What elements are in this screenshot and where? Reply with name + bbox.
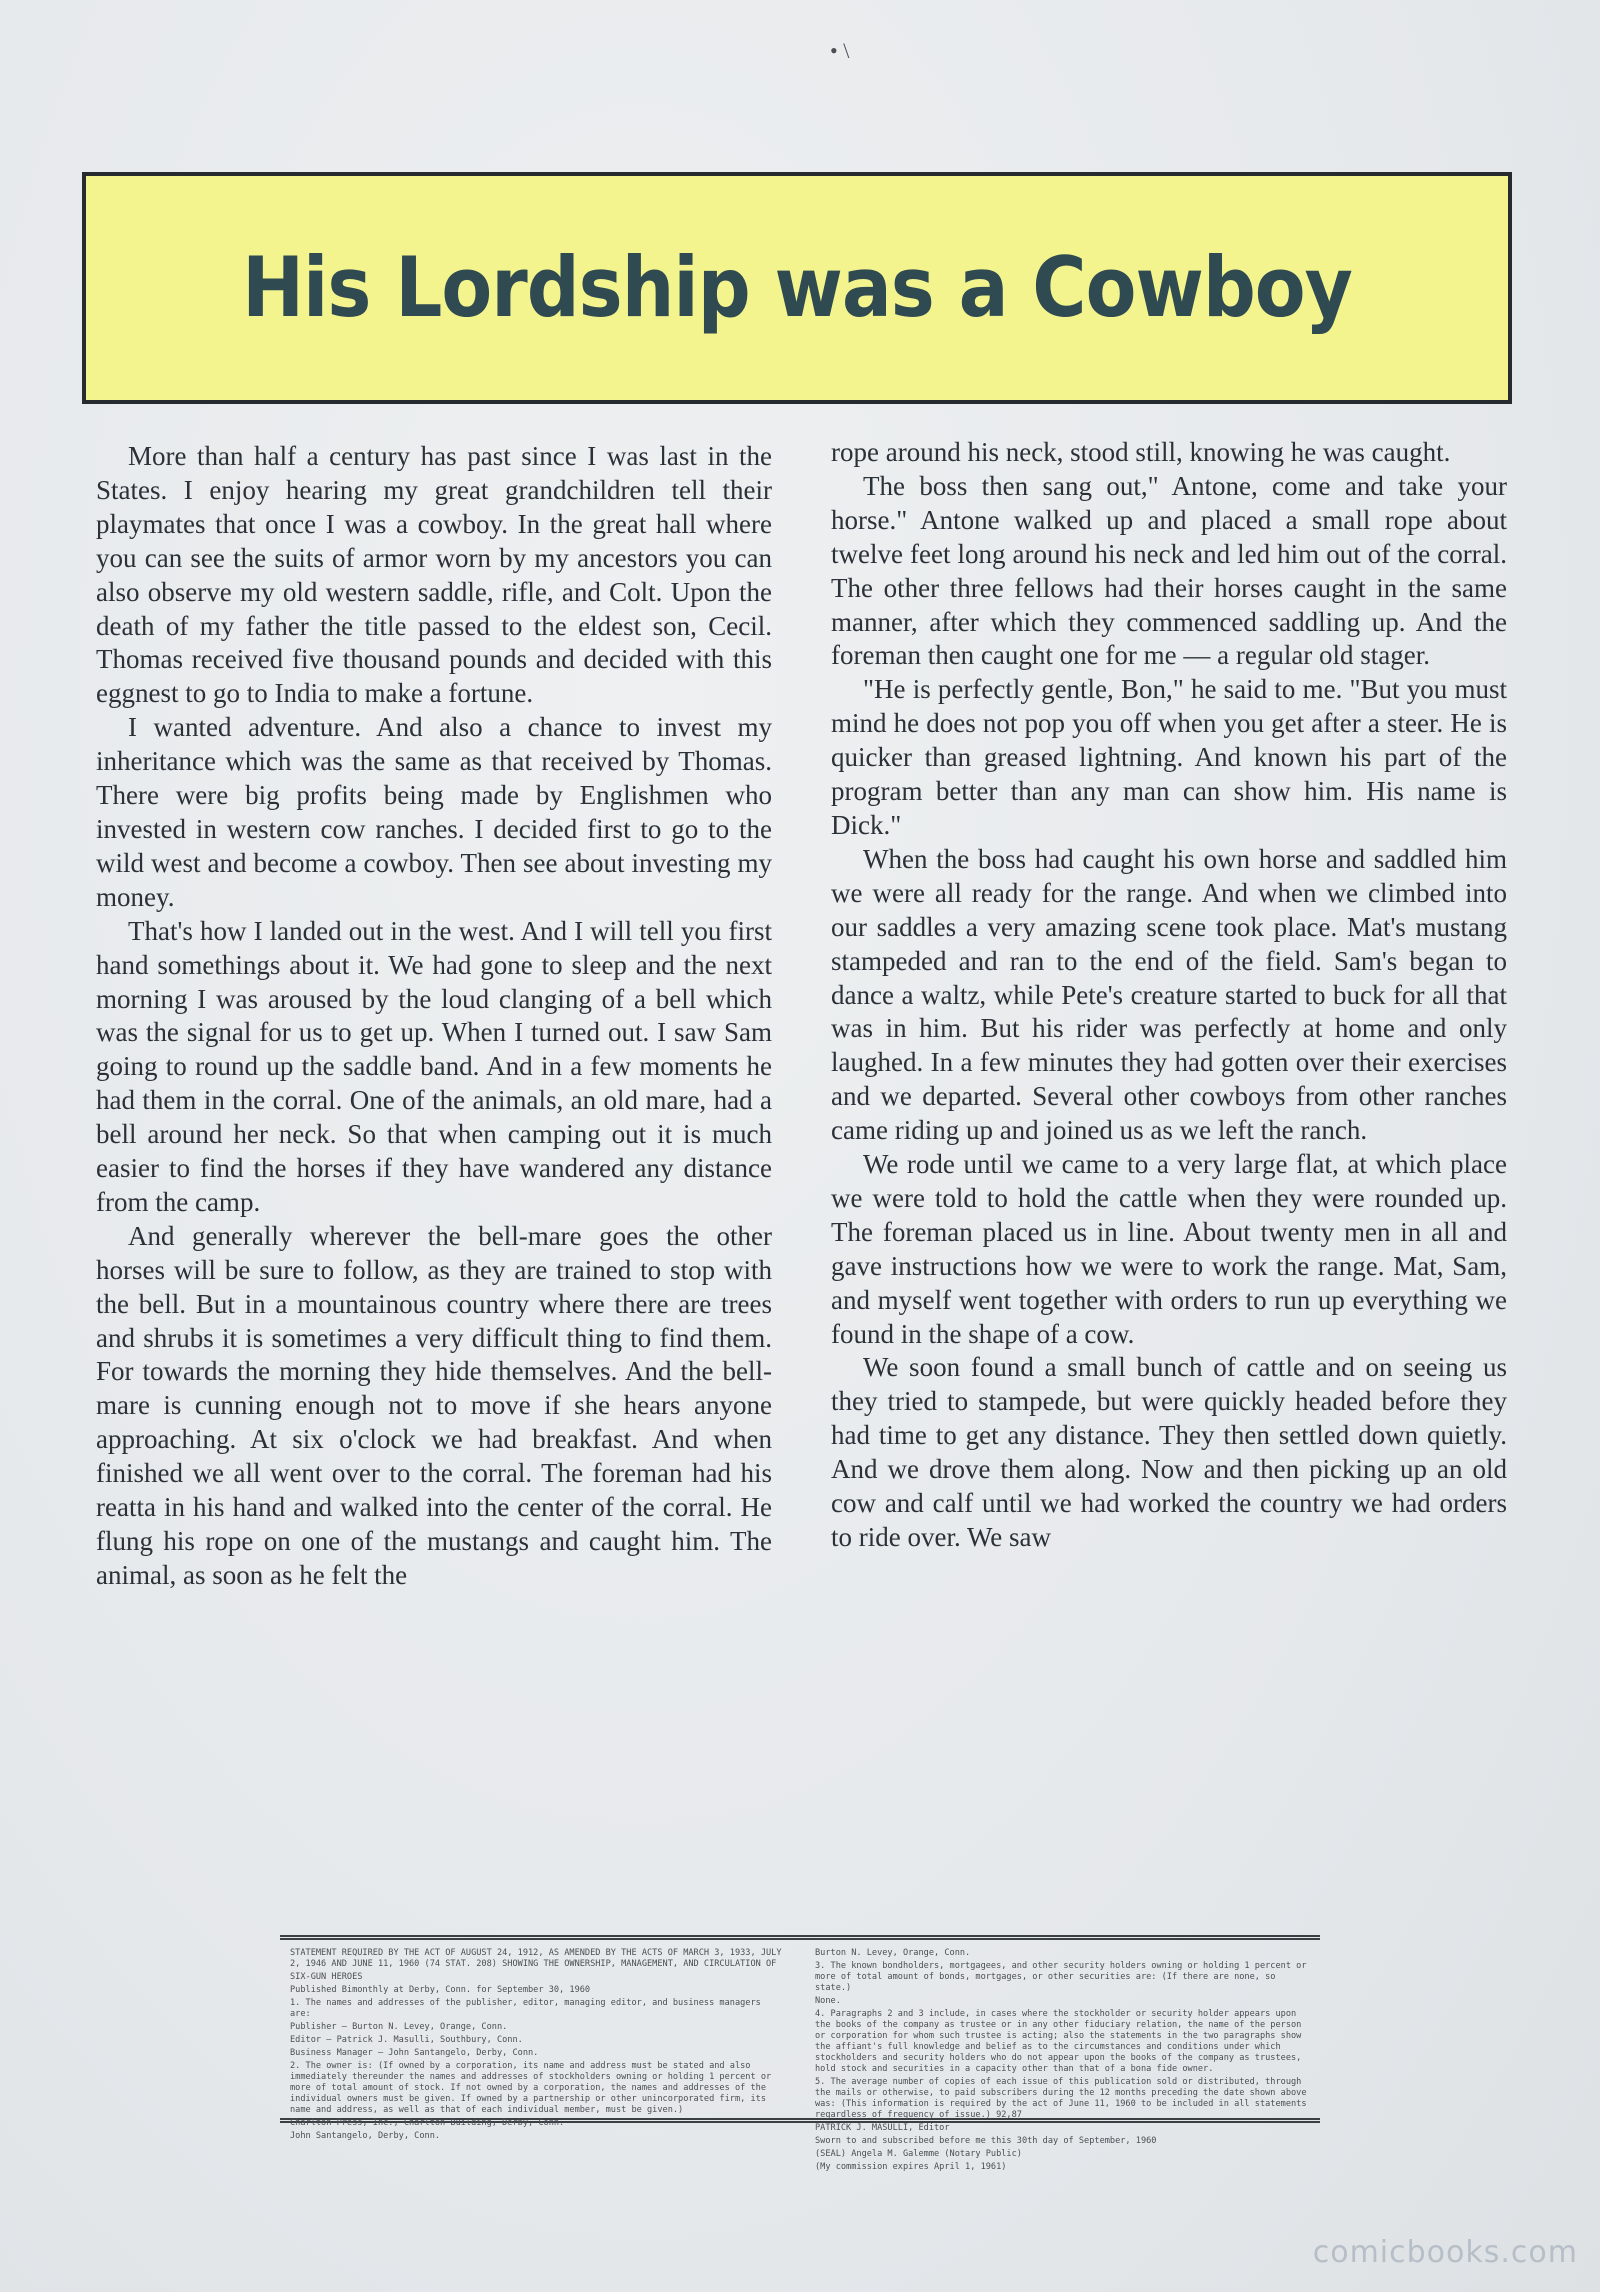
statement-column-left [290, 1948, 785, 2141]
text-column-right [831, 436, 1507, 1896]
statement-line: (My commission expires April 1, 1961) [815, 2162, 1007, 2172]
paragraph: When the boss had caught his own horse and saddled him we were all ready for the range. And when we climbed into our saddles a very amazing scene took place. Mat's mustang stampeded and ran to the end of the field. Sam's began to dance a waltz, while Pete's creature started to buck for all that was in him. But his rider was perfectly at home and only laughed. In a few minutes they had gotten over their exercises and we departed. Several other cowboys from other ranches came riding up and joined us as we left the ranch. [831, 843, 1507, 1146]
statement-line: 3. The known bondholders, mortgagees, and other security holders owning or holding 1 percent or more of total amount of bonds, mortgages, or other securities are: (If there are none, so state.) [815, 1961, 1307, 1993]
statement-line: STATEMENT REQUIRED BY THE ACT OF AUGUST 24, 1912, AS AMENDED BY THE ACTS OF MARCH 3, 1933, JULY 2, 1946 AND JUNE 11, 1960 (74 STAT. 208) SHOWING THE OWNERSHIP, MANAGEMENT, AND CIRCULATION OF [290, 1948, 782, 1969]
statement-line: (SEAL) Angela M. Galemme (Notary Public) [815, 2149, 1022, 2159]
paragraph: I wanted adventure. And also a chance to invest my inheritance which was the same as that received by Thomas. There were big profits being made by Englishmen who invested in western cow ranches. I decided first to go to the wild west and become a cowboy. Then see about investing my money. [96, 712, 772, 912]
statement-line: Editor — Patrick J. Masulli, Southbury, Conn. [290, 2035, 523, 2045]
statement-line: Published Bimonthly at Derby, Conn. for September 30, 1960 [290, 1985, 591, 1995]
statement-line: 2. The owner is: (If owned by a corporation, its name and address must be stated and also immediately thereunder the names and addresses of stockholders owning or holding 1 percent or more of total amount of stock. If not owned by a corporation, the names and addresses of the individual owners must be given. If owned by a partnership or other unincorporated firm, its name and address, as well as that of each individual member, must be given.) [290, 2061, 772, 2115]
paragraph-continued: rope around his neck, stood still, knowing he was caught. [831, 437, 1451, 467]
statement-line: Sworn to and subscribed before me this 30th day of September, 1960 [815, 2136, 1157, 2146]
paragraph: We soon found a small bunch of cattle and on seeing us they tried to stampede, but were quickly headed before they had time to get any distance. They then settled down quietly. And we drove them along. Now and then picking up an old cow and calf until we had worked the country we had orders to ride over. We saw [831, 1352, 1507, 1552]
paragraph: And generally wherever the bell-mare goes the other horses will be sure to follow, as they are trained to stop with the bell. But in a mountainous country where there are trees and shrubs it is sometimes a very difficult thing to find them. For towards the morning they hide themselves. And the bell-mare is cunning enough not to move if she hears anyone approaching. At six o'clock we had breakfast. And when finished we all went over to the corral. The foreman had his reatta in his hand and walked into the center of the corral. He flung his rope on one of the mustangs and caught him. The animal, as soon as he felt the [96, 1220, 772, 1590]
statement-line: PATRICK J. MASULLI, Editor [815, 2123, 950, 2133]
story-title: His Lordship was a Cowboy [242, 239, 1352, 337]
statement-line: 1. The names and addresses of the publisher, editor, managing editor, and business managers are: [290, 1998, 761, 2019]
paragraph: That's how I landed out in the west. And I will tell you first hand somethings about it. We had gone to sleep and the next morning I was aroused by the loud clanging of a bell which was the signal for us to get up. When I turned out. I saw Sam going to round up the saddle band. And in a few moments he had them in the corral. One of the animals, an old mare, had a bell around her neck. So that when camping out it is much easier to find the horses if they have wandered any distance from the camp. [96, 915, 772, 1217]
statement-line: 4. Paragraphs 2 and 3 include, in cases where the stockholder or security holder appears upon the books of the company as trustee or in any other fiduciary relation, the name of the person or corporation for whom such trustee is acting; also the statements in the two paragraphs show the affiant's full knowledge and belief as to the circumstances and conditions under which stockholders and security holders who do not appear upon the books of the company as trustees, hold stock and securities in a capacity other than that of a bona fide owner. [815, 2009, 1302, 2074]
statement-line: SIX-GUN HEROES [290, 1972, 363, 1982]
statement-column-right [815, 1948, 1310, 2172]
statement-line: Burton N. Levey, Orange, Conn. [815, 1948, 971, 1958]
paragraph: "He is perfectly gentle, Bon," he said to me. "But you must mind he does not pop you off when you get after a steer. He is quicker than greased lightning. And known his part of the program better than any man can show him. His name is Dick." [831, 674, 1507, 840]
paragraph: The boss then sang out," Antone, come and take your horse." Antone walked up and placed a small rope about twelve feet long around his neck and led him out of the corral. The other three fellows had their horses caught in the same manner, after which they commenced saddling up. And the foreman then caught one for me — a regular old stager. [831, 470, 1507, 671]
statement-line: 5. The average number of copies of each issue of this publication sold or distributed, through the mails or otherwise, to paid subscribers during the 12 months preceding the date shown above was: (This information is required by the act of June 11, 1960 to be included in all statements regardless of frequency of issue.) 92,87 [815, 2077, 1307, 2120]
ownership-statement [280, 1935, 1320, 2172]
watermark: comicbooks.com [1312, 2235, 1578, 2270]
statement-line: None. [815, 1996, 841, 2006]
print-mark: • \ [830, 38, 850, 63]
statement-line: Publisher — Burton N. Levey, Orange, Conn. [290, 2022, 508, 2032]
statement-line: John Santangelo, Derby, Conn. [290, 2131, 441, 2141]
text-column-left [96, 440, 772, 1900]
title-banner [82, 172, 1512, 404]
paragraph: We rode until we came to a very large flat, at which place we were told to hold the cattle when they were rounded up. The foreman placed us in line. About twenty men in all and gave instructions how we were to work the range. Mat, Sam, and myself went together with orders to run up everything we found in the shape of a cow. [831, 1149, 1507, 1349]
paragraph: More than half a century has past since I was last in the States. I enjoy hearing my great grandchildren tell their playmates that once I was a cowboy. In the great hall where you can see the suits of armor worn by my ancestors you can also observe my old western saddle, rifle, and Colt. Upon the death of my father the title passed to the eldest son, Cecil. Thomas received five thousand pounds and decided with this eggnest to go to India to make a fortune. [96, 441, 772, 709]
statement-line: Business Manager — John Santangelo, Derby, Conn. [290, 2048, 539, 2058]
statement-line: Charlton Press, Inc., Charlton Building, Derby, Conn. [290, 2118, 565, 2128]
